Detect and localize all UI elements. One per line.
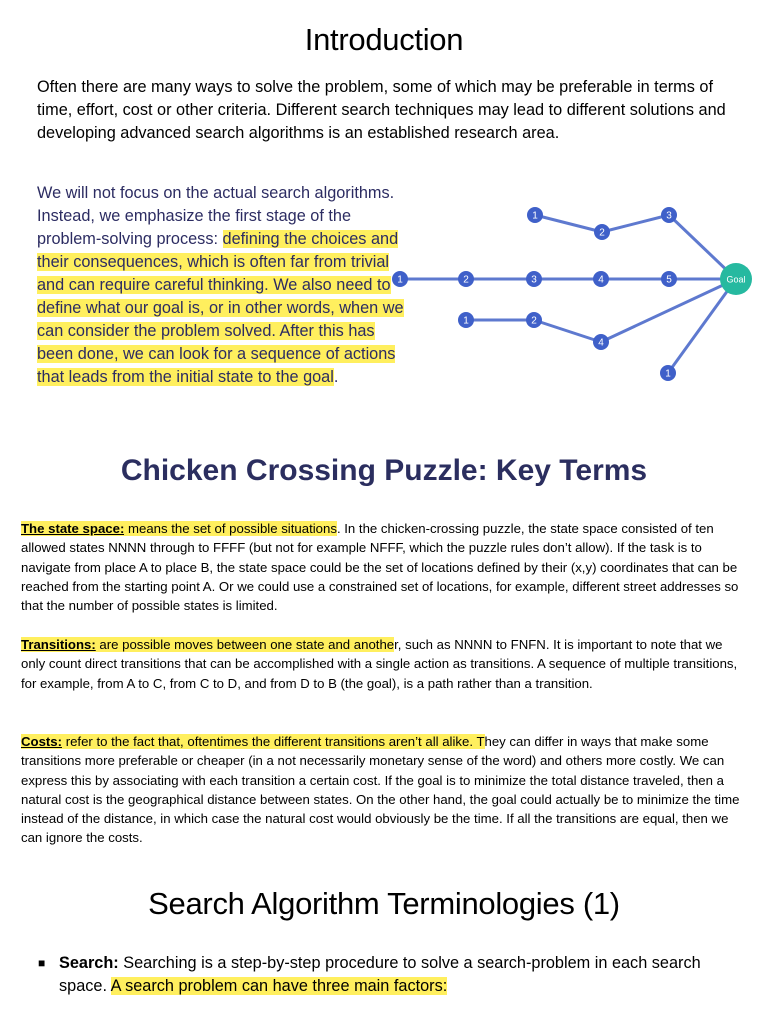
search-term: Search: (59, 954, 119, 972)
graph-nodes (392, 207, 677, 381)
graph-node (526, 312, 542, 328)
graph-node (661, 207, 677, 223)
node-label: 5 (666, 274, 672, 286)
graph-edges (400, 215, 736, 373)
graph-node (392, 271, 408, 287)
state-space-paragraph (21, 519, 749, 615)
state-space-term: The state space: (21, 521, 125, 536)
focus-end: . (333, 368, 339, 386)
search-bullet-item (38, 952, 738, 998)
chicken-section-title: Chicken Crossing Puzzle: Key Terms (120, 454, 648, 487)
graph-node (593, 271, 609, 287)
graph-node (593, 334, 609, 350)
goal-label: Goal (726, 274, 746, 285)
node-label: 1 (463, 315, 469, 327)
node-label: 3 (666, 210, 672, 222)
focus-paragraph (37, 182, 405, 389)
goal-node (720, 263, 752, 295)
edge (534, 320, 601, 342)
square-bullet-icon: ■ (38, 956, 46, 970)
graph-node (458, 271, 474, 287)
node-label: 1 (397, 274, 403, 286)
node-label: 2 (599, 227, 605, 239)
graph-node (458, 312, 474, 328)
costs-paragraph (21, 732, 749, 848)
graph-node (660, 365, 676, 381)
transitions-term: Transitions: (21, 637, 96, 652)
search-highlight: A search problem can have three main factors: (110, 977, 448, 995)
focus-text: We will not focus on the actual search algorithms. Instead, we emphasize the first stage of the problem-solving process: (37, 184, 395, 248)
state-space-highlight: means the set of possible situations (124, 521, 337, 536)
transitions-paragraph (21, 635, 749, 693)
intro-title: Introduction (304, 22, 464, 57)
edge (668, 279, 736, 373)
search-definition: Searching is a step-by-step procedure to solve a search-problem in each search space. (59, 954, 701, 995)
node-label: 1 (665, 368, 671, 380)
node-label: 4 (598, 274, 604, 286)
node-label: 2 (463, 274, 469, 286)
focus-highlight: defining the choices and their consequences, which is often far from trivial and can require careful thinking. We also need to define what our goal is, or in other words, when we can consider the problem solved. After this has been done, we can look for a sequence of actions that leads from the initial state to the goal (37, 230, 404, 386)
node-label: 4 (598, 337, 604, 349)
edge (601, 279, 736, 342)
edge (602, 215, 669, 232)
transitions-highlight: are possible moves between one state and anothe (95, 637, 395, 652)
node-label: 3 (531, 274, 537, 286)
costs-text: hey can differ in ways that make some transitions more preferable or cheaper (in a not necessarily monetary sense of the word) and others more costly. We can express this by associating with each transition a certain cost. If the goal is to minimize the total distance traveled, then a natural cost is the geographical distance between states. On the other hand, the goal could actually be to minimize the time instead of the distance, in which case the natural cost would obviously be the time. If all the transitions are equal, then we can ignore the costs. (21, 734, 740, 846)
search-section-title: Search Algorithm Terminologies (1) (148, 886, 620, 921)
costs-term: Costs: (21, 734, 63, 749)
search-bullet-text (38, 952, 738, 998)
graph-node (661, 271, 677, 287)
costs-highlight: refer to the fact that, oftentimes the different transitions aren’t all alike. T (62, 734, 485, 749)
graph-node (594, 224, 610, 240)
transitions-text: r, such as NNNN to FNFN. It is important to note that we only count direct transitions that can be accomplished with a single action as transitions. A sequence of multiple transitions, for example, from A to C, from C to D, and from D to B (the goal), is a path rather than a transition. (21, 637, 738, 691)
node-label: 2 (531, 315, 537, 327)
graph-node (527, 207, 543, 223)
graph-node (526, 271, 542, 287)
node-label: 1 (532, 210, 538, 222)
state-graph-diagram (380, 195, 760, 395)
state-space-text: . In the chicken-crossing puzzle, the state space consisted of ten allowed states NNNN through to FFFF (but not for example NFFF, which the puzzle rules don’t allow). If the task is to navigate from place A to place B, the state space could be the set of locations defined by their (x,y) coordinates that can be reached from the starting point A. Or we could use a constrained set of locations, for example, different street addresses so that the number of possible states is limited. (21, 521, 739, 614)
intro-paragraph: Often there are many ways to solve the problem, some of which may be preferable in terms of time, effort, cost or other criteria. Different search techniques may lead to different solutions and developing advanced search algorithms is an established research area. (37, 78, 726, 142)
edge (535, 215, 602, 232)
